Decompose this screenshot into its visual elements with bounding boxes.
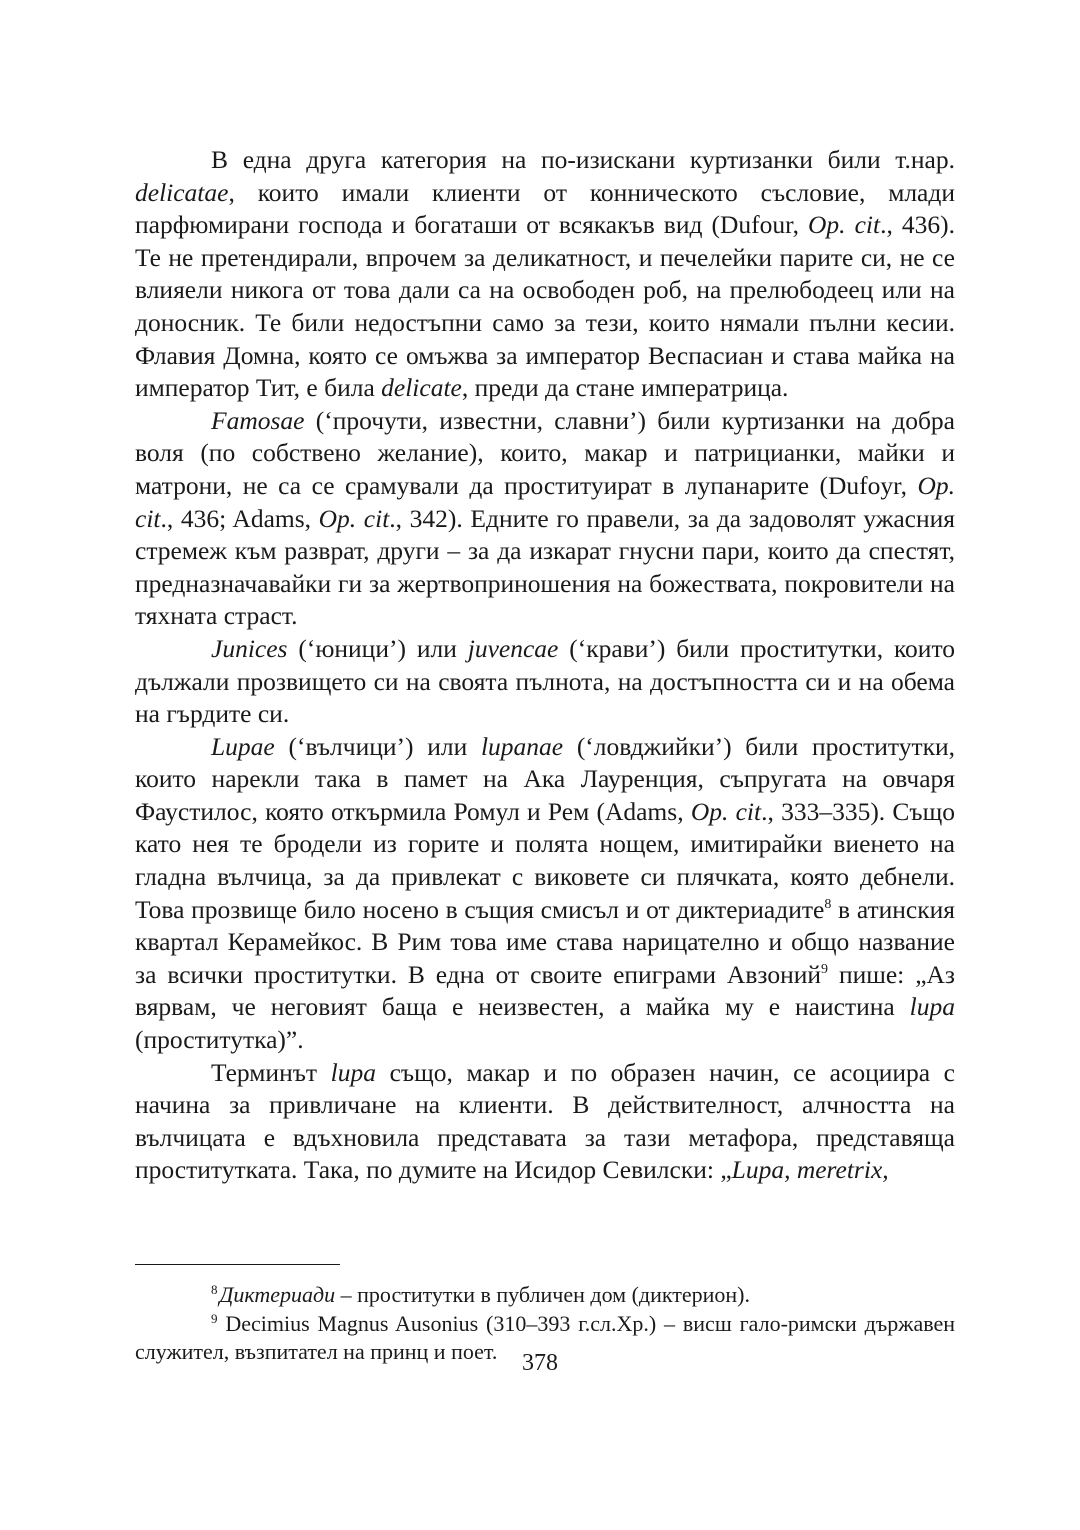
paragraph-lupae — [135, 731, 955, 1057]
paragraph-junices — [135, 633, 955, 731]
italic-citation: Op. cit — [808, 210, 881, 240]
text-run: , които имали клиенти от конническото съсловие, млади парфюмирани господа и богаташи от всякакъв вид (Dufour, — [135, 177, 955, 240]
footnote-8 — [135, 1281, 955, 1310]
footnote-ref-8[interactable]: 8 — [824, 896, 832, 912]
text-run: Терминът — [211, 1057, 331, 1087]
italic-quote: Lupa, meretrix, — [731, 1155, 889, 1185]
text-run: – проститутки в публичен дом (диктерион). — [335, 1282, 751, 1307]
italic-citation: Op. cit — [690, 796, 762, 826]
paragraph-lupa-term — [135, 1057, 955, 1187]
text-run: , преди да стане императрица. — [461, 373, 789, 403]
italic-term: lupanae — [480, 731, 564, 761]
page-body — [135, 140, 955, 1187]
paragraph-delicatae — [135, 144, 955, 405]
italic-term: lupa — [330, 1057, 376, 1087]
text-run: ., 333–335). Също като нея те бродели из горите и полята нощем, имитирайки виенето на гладна вълчица, за да привлекат с виковете си плячката, която дебнели. Това прозвище било носено в същия смисъл и от диктериадите — [135, 796, 955, 924]
text-run: пише: „Аз вярвам, че неговият баща е неизвестен, а майка му е наистина — [135, 959, 955, 1022]
text-run: (‘юници’) или — [287, 633, 468, 663]
text-run: Decimius Magnus Ausonius (310–393 г.сл.Хр.) – висш гало-римски държавен служител, възпитател на принц и поет. — [135, 1310, 955, 1364]
italic-term: delicatae — [135, 177, 229, 207]
italic-term: Famosae — [211, 405, 305, 435]
text-run: (проститутка)”. — [135, 1025, 304, 1055]
text-run: В една друга категория на по-изискани куртизанки били т.нар. — [211, 145, 955, 174]
text-run: ., 436). Те не претендирали, впрочем за деликатност, и печелейки парите си, не се влияели никога от това дали са на освободен роб, на прелюбодеец или на доносник. Те били недостъпни само за тези, които нямали пълни кесии. Флавия Домна, която се омъжва за император Веспасиан и става майка на император Тит, е била — [135, 210, 955, 403]
footnote-ref-9[interactable]: 9 — [821, 961, 829, 977]
text-run: (‘ловджийки’) били проститутки, които нарекли така в памет на Ака Лауренция, съпругата на овчаря Фаустилос, която откърмила Ромул и Рем (Adams, — [135, 731, 955, 826]
footnote-number: 9 — [211, 1310, 218, 1326]
footnote-number: 8 — [211, 1282, 218, 1297]
italic-citation: Op. cit — [135, 470, 955, 533]
text-run: (‘прочути, известни, славни’) били куртизанки на добра воля (по собствено желание), които, макар и патрицианки, майки и матрони, не са се срамували да проституират в лупанарите (Dufoyr, — [135, 405, 955, 500]
italic-term: lupa — [909, 992, 955, 1022]
main-text — [135, 144, 955, 1187]
text-run: в атинския квартал Керамейкос. В Рим това име става нарицателно и общо название за всички проститутки. В една от своите епиграми Авзоний — [135, 894, 955, 989]
text-run: ., 342). Едните го правели, за да задоволят ужасния стремеж към разврат, други – за да изкарат гнусни пари, които да спестят, предназначавайки ги за жертвоприношения на божествата, покровители на тяхната страст. — [135, 503, 955, 631]
text-run: (‘вълчици’) или — [274, 731, 481, 761]
italic-term: Lupae — [211, 731, 275, 761]
footnote-divider — [135, 1264, 340, 1265]
text-run: също, макар и по образен начин, се асоциира с начина за привличане на клиенти. В действителност, алчността на вълчицата е вдъхновила представата за тази метафора, представяща проститутката. Така, по думите на Исидор Севилски: „ — [135, 1057, 955, 1185]
paragraph-famosae — [135, 405, 955, 633]
italic-term: Junices — [211, 633, 288, 663]
text-run: (‘крави’) били проститутки, които дължали прозвището си на своята пълнота, на достъпността си и на обема на гърдите си. — [135, 633, 956, 729]
italic-term: delicate — [381, 373, 462, 403]
italic-term: juvencae — [467, 633, 559, 663]
text-run: ., 436; Adams, — [160, 503, 319, 533]
italic-citation: Op. cit — [318, 503, 390, 533]
page-number: 378 — [522, 1350, 558, 1376]
italic-term: Диктериади — [219, 1282, 336, 1307]
